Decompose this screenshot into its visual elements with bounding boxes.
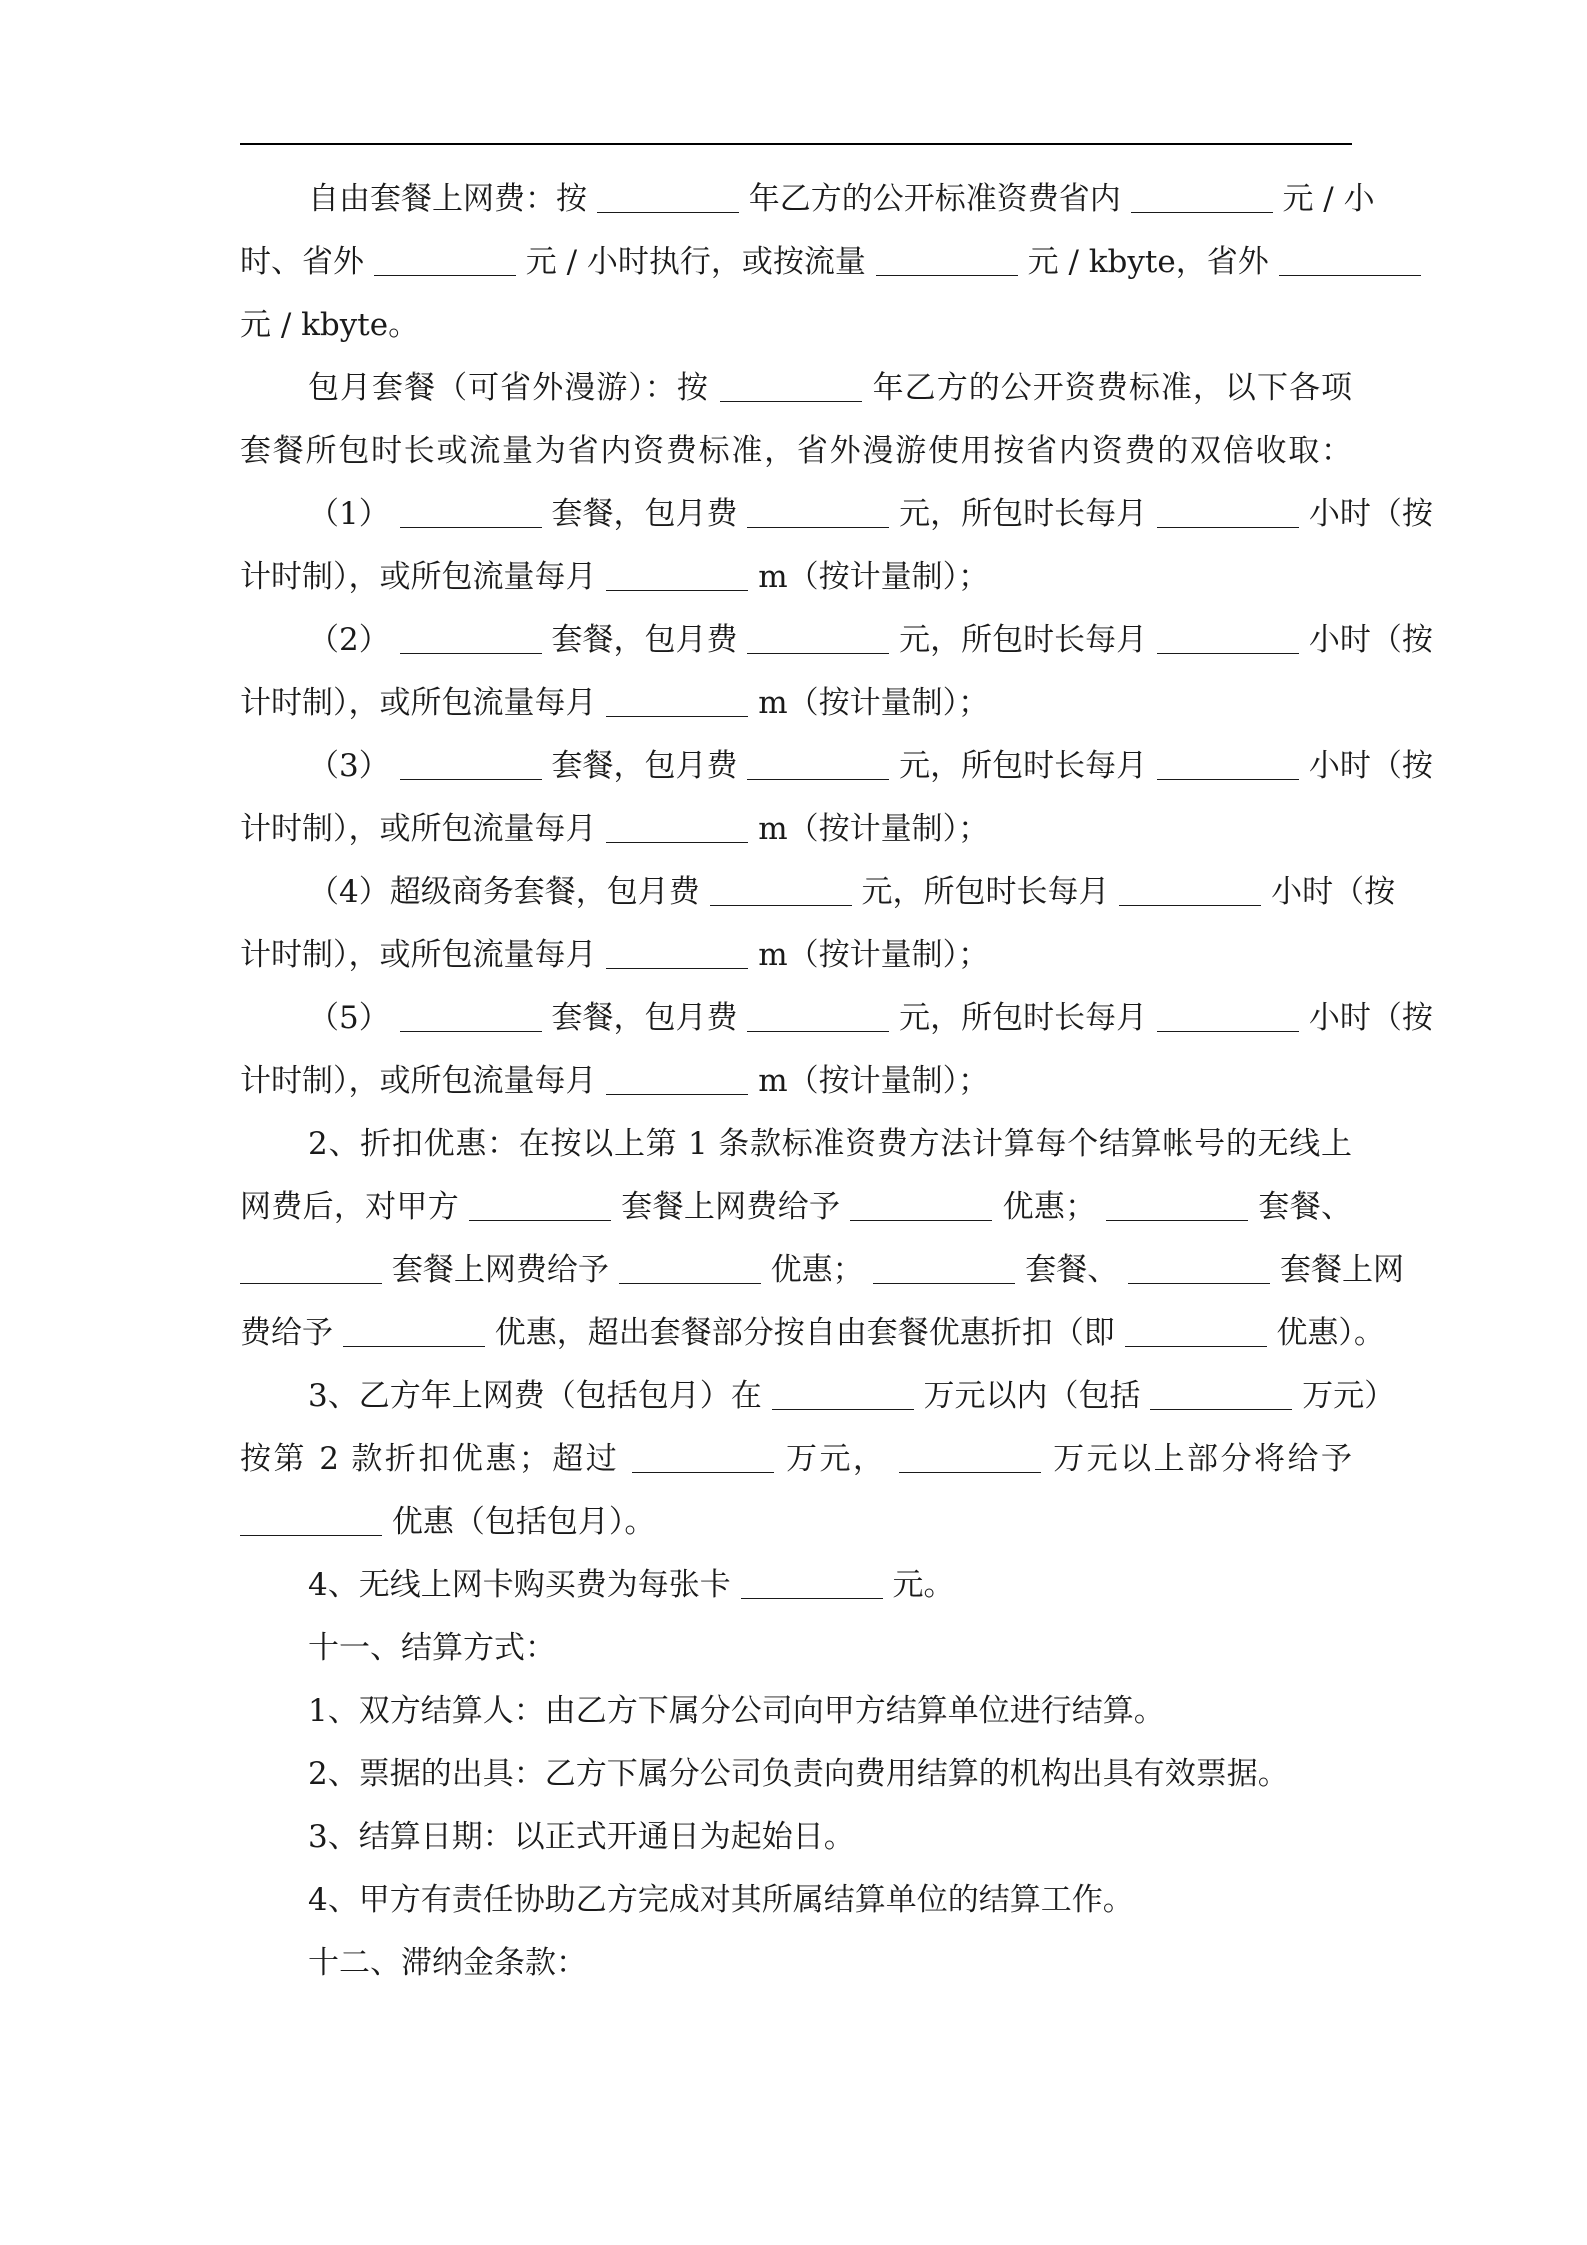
fill-blank: [1157, 526, 1299, 528]
text-segment: 元 / 小时执行，或按流量: [525, 244, 866, 280]
text-segment: （1）: [308, 496, 390, 532]
text-segment: 万元，: [785, 1441, 887, 1477]
text-line: [240, 1245, 1405, 1295]
fill-blank: [899, 1471, 1041, 1473]
text-segment: 小时（按: [1308, 748, 1433, 784]
fill-blank: [1157, 778, 1299, 780]
text-line: [308, 174, 1375, 224]
text-line: [240, 930, 1352, 980]
text-line: [240, 1434, 1352, 1484]
fill-blank: [741, 1597, 883, 1599]
fill-blank: [469, 1219, 611, 1221]
text-segment: 元 / kbyte。: [240, 307, 420, 343]
text-line: [308, 1686, 1352, 1736]
text-segment: （3）: [308, 748, 390, 784]
fill-blank: [1131, 211, 1273, 213]
text-line: [308, 1938, 1352, 1988]
fill-blank: [606, 967, 748, 969]
fill-blank: [1125, 1345, 1267, 1347]
text-line: [308, 1812, 1352, 1862]
text-segment: （4）超级商务套餐，包月费: [308, 874, 700, 910]
text-segment: 万元以内（包括: [923, 1378, 1141, 1414]
text-line: [308, 363, 1352, 413]
fill-blank: [876, 274, 1018, 276]
text-segment: m（按计量制）；: [758, 937, 990, 973]
fill-blank: [1157, 1030, 1299, 1032]
text-segment: 优惠；: [770, 1252, 864, 1288]
text-segment: 套餐、: [1258, 1189, 1352, 1225]
fill-blank: [632, 1471, 774, 1473]
text-segment: 小时（按: [1271, 874, 1396, 910]
text-segment: m（按计量制）；: [758, 685, 990, 721]
fill-blank: [1150, 1408, 1292, 1410]
fill-blank: [1106, 1219, 1248, 1221]
text-line: [240, 552, 1352, 602]
fill-blank: [1119, 904, 1261, 906]
text-segment: 3、乙方年上网费（包括包月）在: [308, 1378, 762, 1414]
text-line: [240, 300, 1352, 350]
text-segment: 2、折扣优惠：在按以上第 1 条款标准资费方法计算每个结算帐号的无线上: [308, 1126, 1352, 1162]
text-segment: 计时制），或所包流量每月: [240, 685, 597, 721]
text-line: [240, 678, 1352, 728]
fill-blank: [747, 526, 889, 528]
text-line: [240, 426, 1352, 476]
text-segment: 3、结算日期：以正式开通日为起始日。: [308, 1819, 855, 1855]
text-segment: 1、双方结算人：由乙方下属分公司向甲方结算单位进行结算。: [308, 1693, 1165, 1729]
text-segment: 优惠；: [1002, 1189, 1097, 1225]
fill-blank: [606, 589, 748, 591]
text-segment: 4、无线上网卡购买费为每张卡: [308, 1567, 731, 1603]
fill-blank: [374, 274, 516, 276]
text-line: [240, 1497, 1352, 1547]
text-segment: 万元以上部分将给予: [1053, 1441, 1352, 1477]
text-line: [308, 993, 1433, 1043]
text-segment: 计时制），或所包流量每月: [240, 937, 597, 973]
fill-blank: [710, 904, 852, 906]
text-segment: 十一、结算方式：: [308, 1630, 556, 1666]
text-line: [308, 741, 1433, 791]
text-segment: 元，所包时长每月: [861, 874, 1110, 910]
text-segment: 2、票据的出具：乙方下属分公司负责向费用结算的机构出具有效票据。: [308, 1756, 1289, 1792]
text-segment: 自由套餐上网费：按: [308, 181, 587, 217]
text-segment: 元。: [892, 1567, 955, 1603]
text-line: [308, 1119, 1352, 1169]
fill-blank: [720, 400, 862, 402]
fill-blank: [343, 1345, 485, 1347]
fill-blank: [400, 526, 542, 528]
text-line: [240, 237, 1352, 287]
text-segment: 元 / 小: [1282, 181, 1375, 217]
text-line: [308, 615, 1433, 665]
text-segment: 套餐，包月费: [551, 622, 738, 658]
fill-blank: [747, 778, 889, 780]
fill-blank: [747, 652, 889, 654]
fill-blank: [619, 1282, 761, 1284]
fill-blank: [400, 652, 542, 654]
text-segment: 计时制），或所包流量每月: [240, 811, 597, 847]
text-segment: 元，所包时长每月: [899, 1000, 1148, 1036]
text-segment: 优惠）。: [1276, 1315, 1385, 1351]
fill-blank: [1128, 1282, 1270, 1284]
text-segment: 小时（按: [1308, 1000, 1433, 1036]
text-line: [240, 804, 1352, 854]
text-segment: 套餐上网费给予: [621, 1189, 841, 1225]
text-segment: 元，所包时长每月: [899, 622, 1148, 658]
text-segment: 年乙方的公开标准资费省内: [748, 181, 1121, 217]
text-segment: 按第 2 款折扣优惠；超过: [240, 1441, 620, 1477]
text-segment: 包月套餐（可省外漫游）：按: [308, 370, 709, 406]
text-segment: 小时（按: [1308, 496, 1433, 532]
fill-blank: [873, 1282, 1015, 1284]
text-segment: 小时（按: [1308, 622, 1433, 658]
text-segment: 套餐、: [1025, 1252, 1119, 1288]
text-segment: 套餐，包月费: [551, 1000, 738, 1036]
text-segment: （2）: [308, 622, 390, 658]
fill-blank: [1279, 274, 1421, 276]
text-line: [240, 1056, 1352, 1106]
text-line: [308, 489, 1433, 539]
fill-blank: [240, 1534, 382, 1536]
text-segment: 套餐，包月费: [551, 748, 738, 784]
fill-blank: [606, 715, 748, 717]
text-segment: 计时制），或所包流量每月: [240, 1063, 597, 1099]
fill-blank: [850, 1219, 992, 1221]
text-segment: （5）: [308, 1000, 390, 1036]
text-segment: 费给予: [240, 1315, 333, 1351]
fill-blank: [400, 1030, 542, 1032]
text-segment: 套餐所包时长或流量为省内资费标准，省外漫游使用按省内资费的双倍收取：: [240, 433, 1352, 469]
text-line: [240, 1308, 1385, 1358]
text-line: [308, 1560, 1352, 1610]
text-segment: 万元）: [1302, 1378, 1396, 1414]
text-line: [308, 1749, 1352, 1799]
text-segment: 时、省外: [240, 244, 364, 280]
text-segment: m（按计量制）；: [758, 1063, 990, 1099]
text-segment: 网费后，对甲方: [240, 1189, 459, 1225]
text-segment: 套餐上网: [1280, 1252, 1405, 1288]
text-segment: 元，所包时长每月: [899, 496, 1148, 532]
text-line: [308, 867, 1396, 917]
text-segment: 计时制），或所包流量每月: [240, 559, 597, 595]
text-segment: 元，所包时长每月: [899, 748, 1148, 784]
text-segment: 4、甲方有责任协助乙方完成对其所属结算单位的结算工作。: [308, 1882, 1134, 1918]
text-segment: 套餐上网费给予: [391, 1252, 609, 1288]
text-line: [308, 1623, 1352, 1673]
fill-blank: [772, 1408, 914, 1410]
fill-blank: [1157, 652, 1299, 654]
text-segment: m（按计量制）；: [758, 811, 990, 847]
fill-blank: [597, 211, 739, 213]
fill-blank: [606, 1093, 748, 1095]
text-segment: 年乙方的公开资费标准，以下各项: [872, 370, 1353, 406]
text-line: [240, 1182, 1352, 1232]
fill-blank: [606, 841, 748, 843]
text-segment: 套餐，包月费: [551, 496, 738, 532]
text-segment: 优惠，超出套餐部分按自由套餐优惠折扣（即: [494, 1315, 1115, 1351]
text-line: [308, 1371, 1396, 1421]
text-segment: 元 / kbyte，省外: [1027, 244, 1269, 280]
text-segment: 十二、滞纳金条款：: [308, 1945, 587, 1981]
header-rule: [240, 143, 1352, 145]
text-segment: m（按计量制）；: [758, 559, 990, 595]
fill-blank: [747, 1030, 889, 1032]
text-segment: 优惠（包括包月）。: [391, 1504, 656, 1540]
fill-blank: [400, 778, 542, 780]
fill-blank: [240, 1282, 382, 1284]
text-line: [308, 1875, 1352, 1925]
